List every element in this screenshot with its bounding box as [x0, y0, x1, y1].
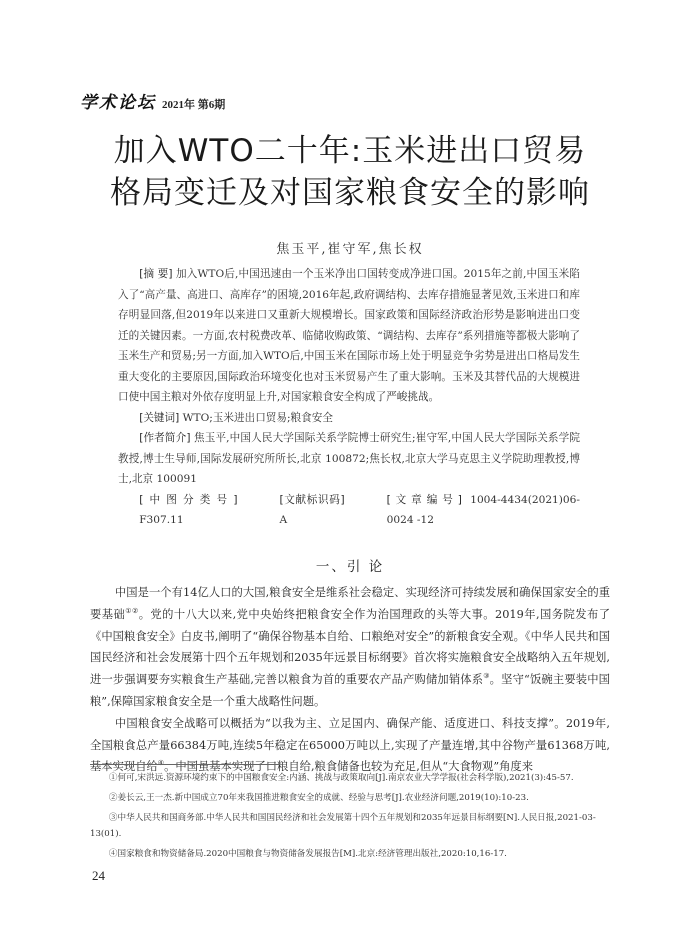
authors: 焦玉平,崔守军,焦长权 — [276, 242, 424, 257]
paragraph — [90, 582, 610, 713]
page-number: 24 — [92, 868, 105, 883]
author-intro-text: 焦玉平,中国人民大学国际关系学院博士研究生;崔守军,中国人民大学国际关系学院教授,博士生导师,国际发展研究所所长,北京 100872;焦长权,北京大学马克思主义学院助理教授,博士,北京 100091 — [118, 432, 580, 485]
classification-row — [118, 490, 580, 531]
paper-title — [0, 130, 700, 214]
footnote: ④国家粮食和物资储备局.2020中国粮食与物资储备发展报告[M].北京:经济管理出版社,2020:10,16-17. — [108, 849, 507, 859]
text-span: 。坚守“饭碗主要装中国粮”,保障国家粮食安全是一个重大战略性问题。 — [90, 673, 610, 708]
section-heading: 一、引 论 — [315, 559, 385, 575]
paragraph — [90, 713, 610, 778]
clc-label: [中图分类号] — [139, 493, 238, 506]
journal-header — [80, 88, 225, 113]
issue-label: 2021年 第6期 — [162, 99, 226, 111]
text-span: 中国是一个有14亿人口的大国,粮食安全是维系社会稳定、实现经济可持续发展和确保国家安全的重要基础 — [90, 586, 610, 621]
keywords — [118, 408, 580, 429]
title-line-1: 加入WTO二十年:玉米进出口贸易 — [113, 133, 587, 169]
text-span: 。党的十八大以来,党中央始终把粮食安全作为治国理政的头等大事。2019年,国务院发布了《中国粮食安全》白皮书,阐明了“确保谷物基本自给、口粮绝对安全”的新粮食安全观。《中华人民共和国国民经济和社会发展第十四个五年规划和2035年远景目标纲要》首次将实施粮食安全战略纳入五年规划,进一步强调要夯实粮食生产基础,完善以粮食为首的重要农产品产购储加销体系 — [90, 607, 610, 687]
article-no-label: [文章编号] — [386, 493, 462, 506]
footnote: ③中华人民共和国商务部.中华人民共和国国民经济和社会发展第十四个五年规划和2035年远景目标纲要[N].人民日报,2021-03-13(01). — [90, 813, 596, 839]
title-line-2: 格局变迁及对国家粮食安全的影响 — [110, 175, 590, 211]
abstract-label: [摘 要] — [139, 268, 173, 280]
front-matter — [118, 264, 580, 531]
abstract — [118, 264, 580, 408]
abstract-text: 加入WTO后,中国迅速由一个玉米净出口国转变成净进口国。2015年之前,中国玉米陷入了“高产量、高进口、高库存”的困境,2016年起,政府调结构、去库存措施显著见效,玉米进口和库存明显回落,但2019年以来进口又重新大规模增长。国家政策和国际经济政治形势是影响进出口变迁的关键因素。一方面,农村税费改革、临储收购政策、“调结构、去库存”系列措施等都极大影响了玉米生产和贸易;另一方面,加入WTO后,中国玉米在国际市场上处于明显竞争劣势是进出口格局发生重大变化的主要原因,国际政治环境变化也对玉米贸易产生了重大影响。玉米及其替代品的大规模进口使中国主粮对外依存度明显上升,对国家粮食安全构成了严峻挑战。 — [118, 268, 580, 403]
footnote: ①何可,宋洪远.资源环境约束下的中国粮食安全:内涵、挑战与政策取向[J].南京农业大学学报(社会科学版),2021(3):45-57. — [108, 773, 574, 783]
footnote-ref[interactable]: ①② — [125, 607, 139, 616]
keywords-text: WTO;玉米进出口贸易;粮食安全 — [182, 411, 333, 424]
body-text — [90, 582, 610, 778]
journal-logo: 学术论坛 — [80, 93, 156, 113]
footnote-divider — [90, 764, 280, 765]
doc-code-value: A — [279, 514, 288, 526]
footnotes — [90, 770, 610, 866]
footnote: ②姜长云,王一杰.新中国成立70年来我国推进粮食安全的成就、经验与思考[J].农业经济问题,2019(10):10-23. — [108, 793, 529, 803]
clc-value: F307.11 — [139, 514, 184, 526]
footnote-ref[interactable]: ④ — [157, 759, 165, 768]
article-no-value: 1004-4434(2021)06- 0024 -12 — [386, 493, 580, 526]
author-intro — [118, 428, 580, 490]
keywords-label: [关键词] — [139, 411, 180, 424]
text-span: 。中国虽基本实现了口粮自给,粮食储备也较为充足,但从“大食物观”角度来 — [164, 760, 534, 774]
doc-code-label: [文献标识码] — [279, 493, 345, 506]
text-span: 中国粮食安全战略可以概括为“以我为主、立足国内、确保产能、适度进口、科技支撑”。2019年,全国粮食总产量66384万吨,连续5年稳定在65000万吨以上,实现了产量连增,其中谷物产量61368万吨,基本实现自给 — [90, 716, 610, 774]
footnote-ref[interactable]: ③ — [483, 672, 490, 681]
author-intro-label: [作者简介] — [139, 432, 191, 444]
